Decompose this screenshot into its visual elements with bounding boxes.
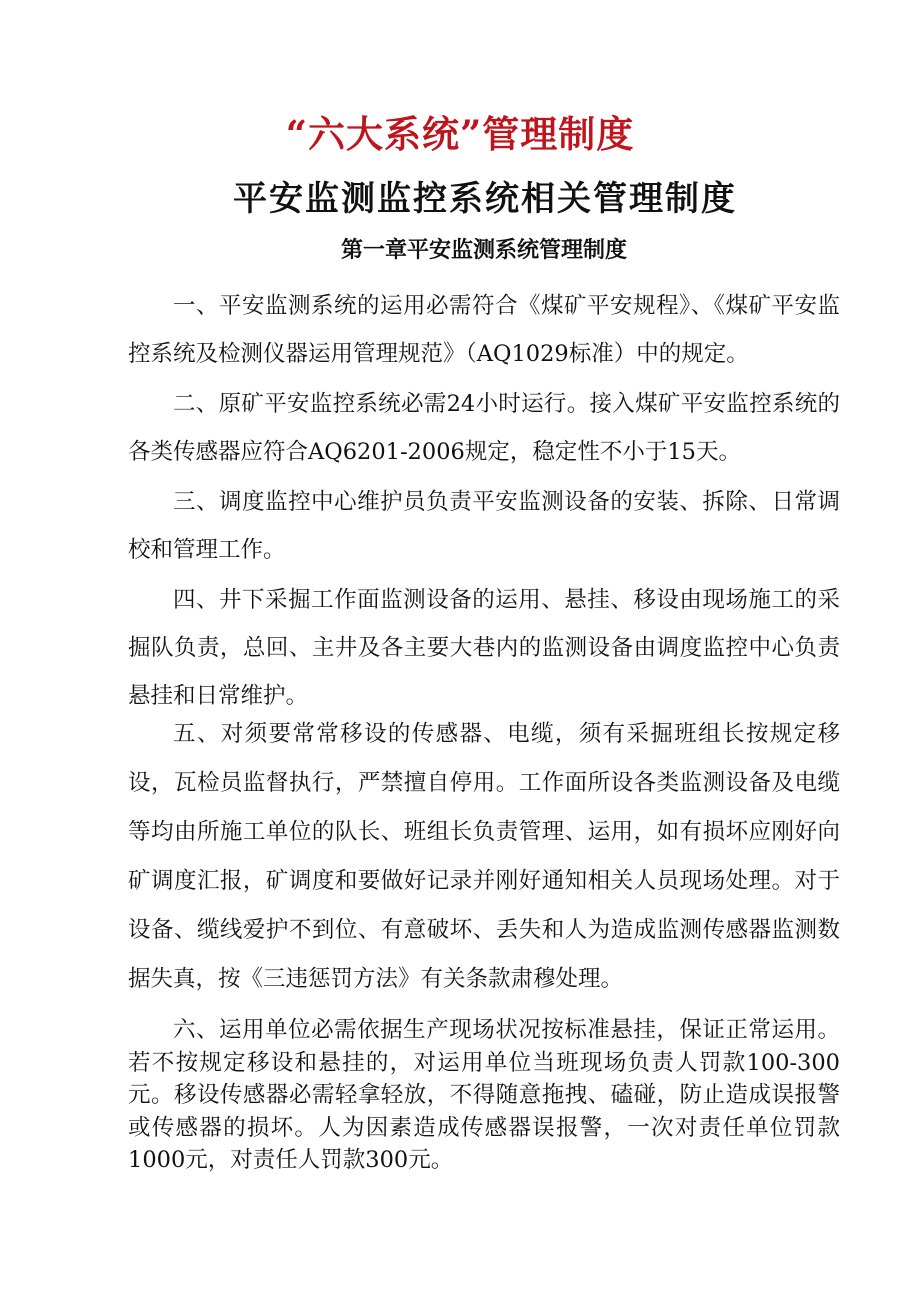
main-title: “六大系统”管理制度 [285,112,635,156]
chapter-title: 第一章平安监测系统管理制度 [340,237,627,263]
paragraph-5: 五、对须要常常移设的传感器、电缆，须有采掘班组长按规定移设，瓦检员监督执行，严禁擅自停用。工作面所设各类监测设备及电缆等均由所施工单位的队长、班组长负责管理、运用，如有损坏应刚好向矿调度汇报，矿调度和要做好记录并刚好通知相关人员现场处理。对于设备、缆线爱护不到位、有意破坏、丢失和人为造成监测传感器监测数据失真，按《三违惩罚方法》有关条款肃穆处理。 [128,721,840,992]
paragraph-1: 一、平安监测系统的运用必需符合《煤矿平安规程》、《煤矿平安监控系统及检测仪器运用管理规范》（AQ1029标准）中的规定。 [128,293,840,367]
subtitle: 平安监测监控系统相关管理制度 [233,179,737,219]
paragraph-4: 四、井下采掘工作面监测设备的运用、悬挂、移设由现场施工的采掘队负责，总回、主井及各主要大巷内的监测设备由调度监控中心负责悬挂和日常维护。 [128,587,840,709]
paragraph-3: 三、调度监控中心维护员负责平安监测设备的安装、拆除、日常调校和管理工作。 [128,489,840,563]
paragraph-6: 六、运用单位必需依据生产现场状况按标准悬挂，保证正常运用。若不按规定移设和悬挂的，对运用单位当班现场负责人罚款100-300元。移设传感器必需轻拿轻放，不得随意拖拽、磕碰，防止造成误报警或传感器的损坏。人为因素造成传感器误报警，一次对责任单位罚款1000元，对责任人罚款300元。 [128,1017,840,1173]
paragraph-2: 二、原矿平安监控系统必需24小时运行。接入煤矿平安监控系统的各类传感器应符合AQ6201-2006规定，稳定性不小于15天。 [128,391,840,465]
